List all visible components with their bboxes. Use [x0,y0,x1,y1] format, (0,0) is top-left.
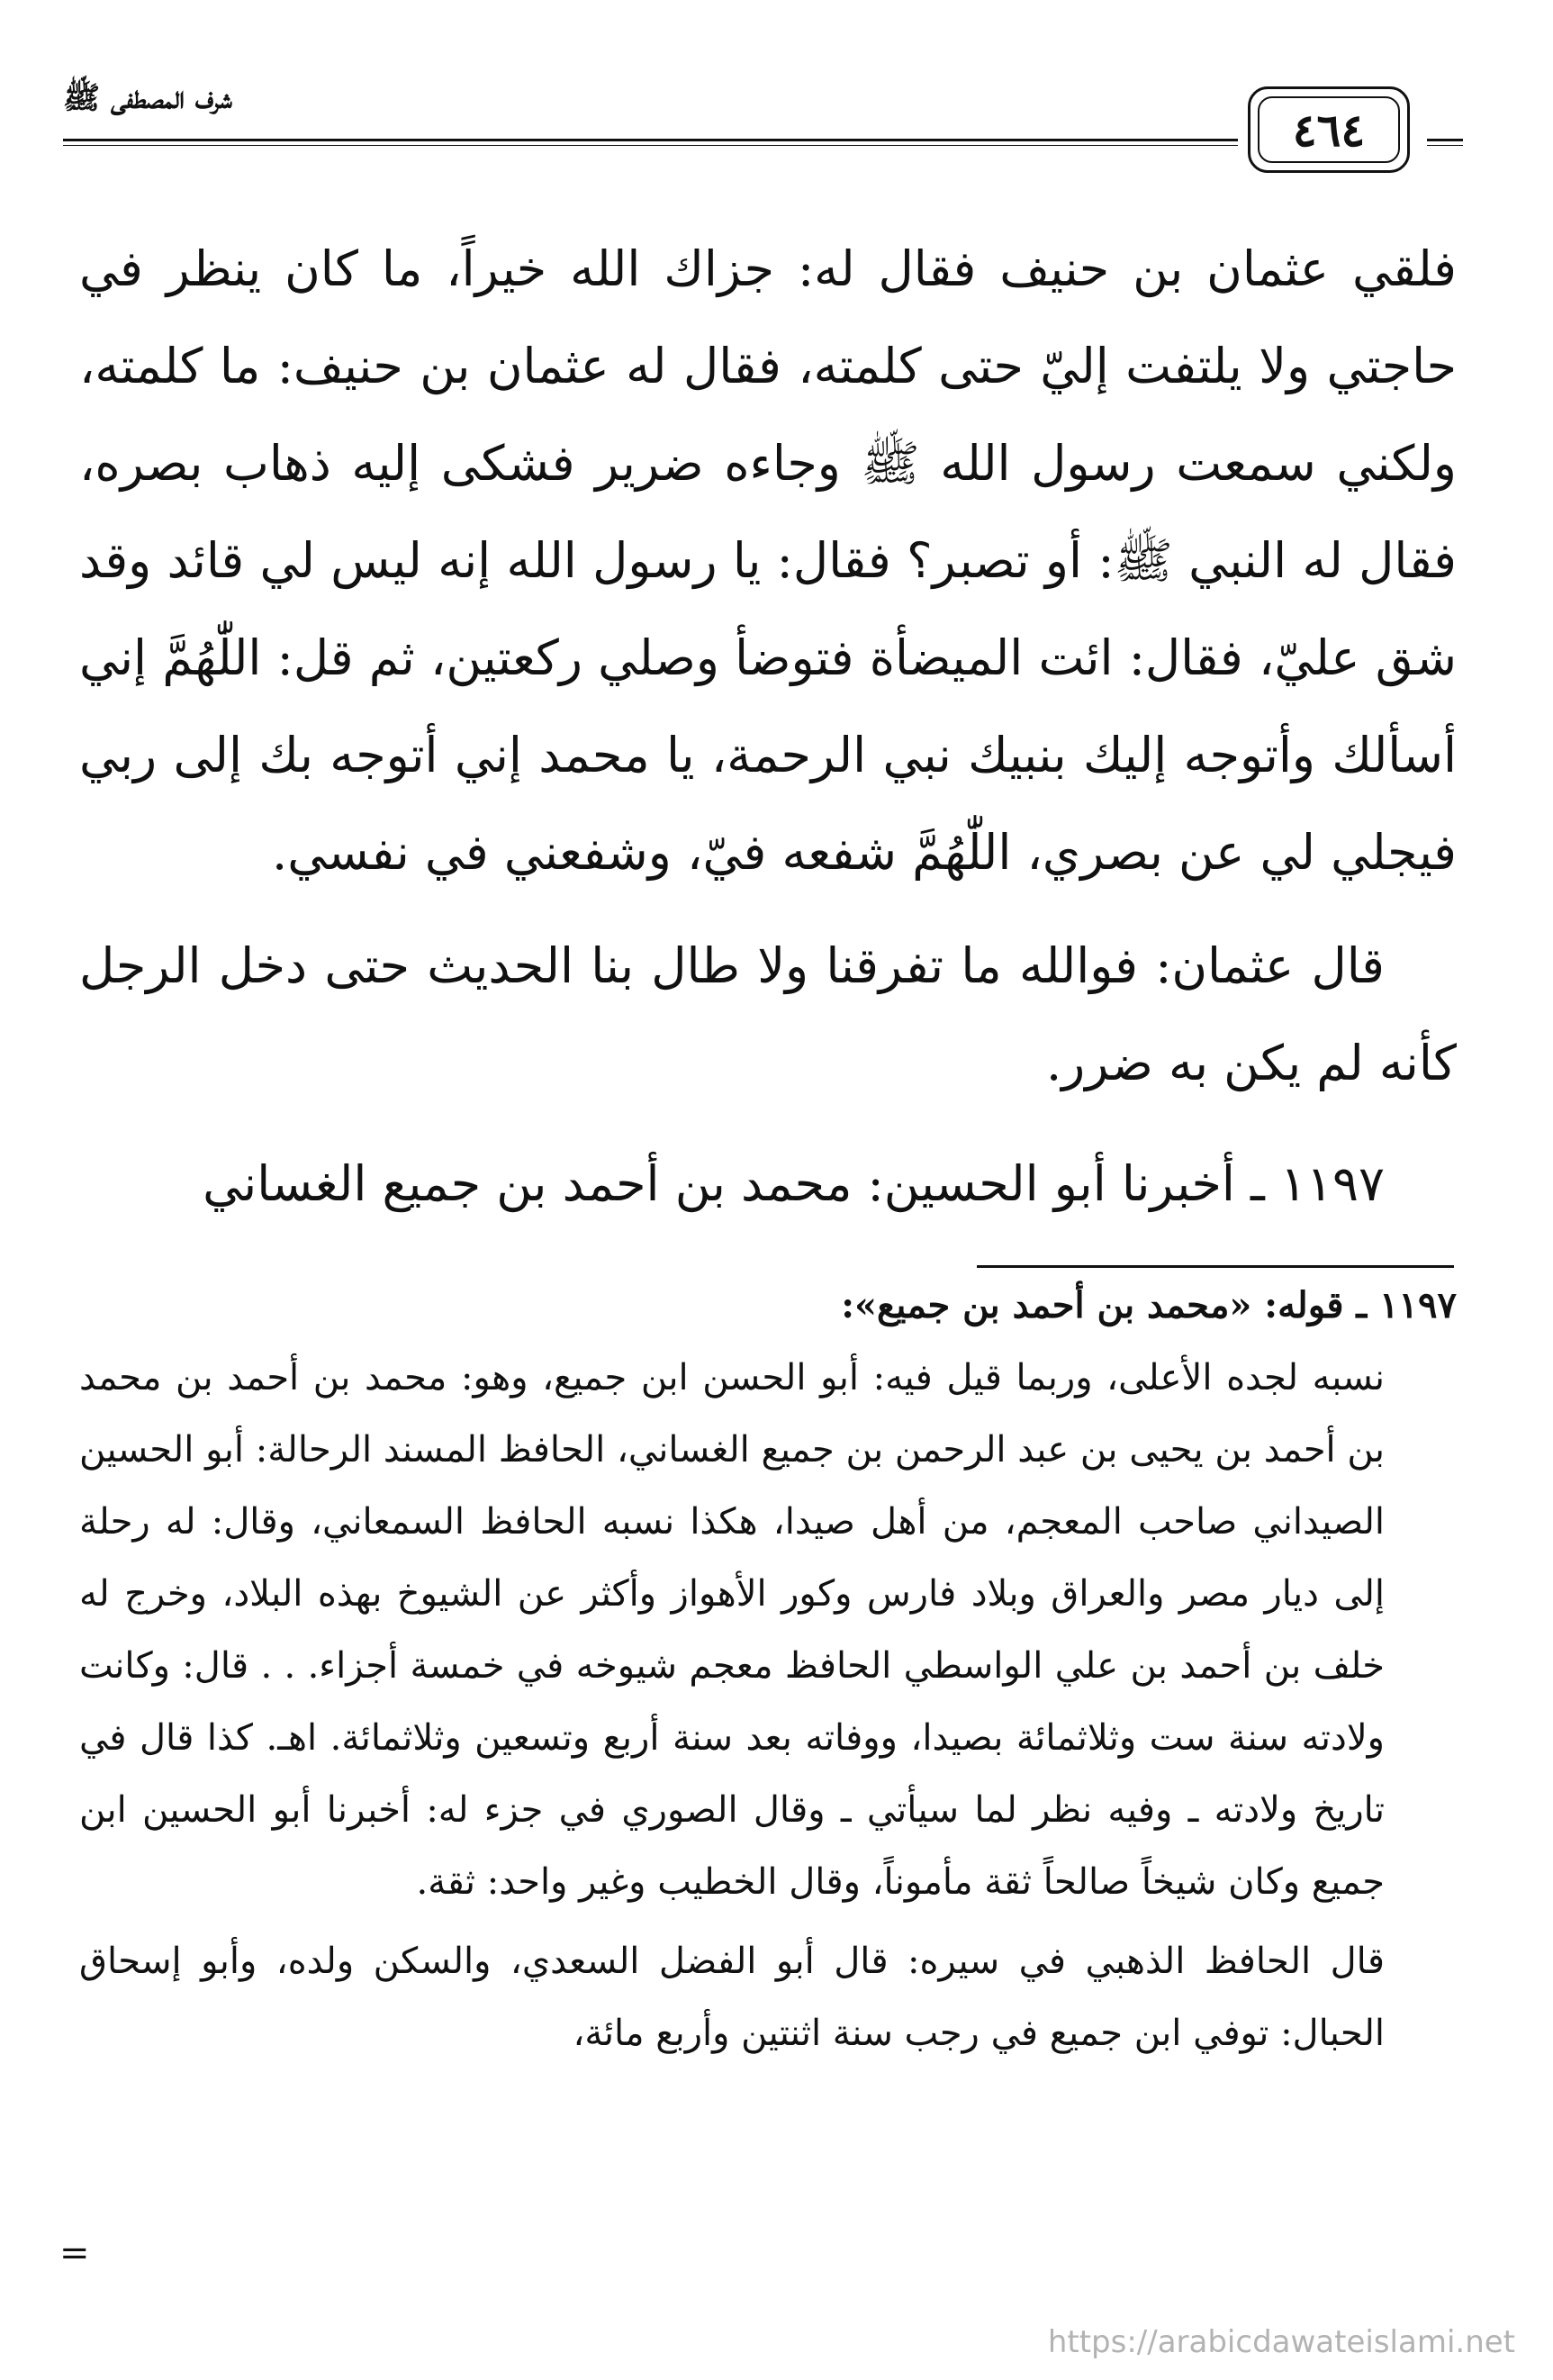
header-rule-left [63,139,1238,146]
book-title: شرف المصطفى ﷺ [63,80,232,116]
watermark: https://arabicdawateislami.net [1047,2324,1515,2360]
header-rule-right [1427,139,1463,146]
main-paragraph: فلقي عثمان بن حنيف فقال له: جزاك الله خيراً، ما كان ينظر في حاجتي ولا يلتفت إليّ حتى كلمته، فقال له عثمان بن حنيف: ما كلمته، ولكني سمعت رسول الله ﷺ وجاءه ضرير فشكى إليه ذهاب بصره، فقال له النبي ﷺ: أو تصبر؟ فقال: يا رسول الله إنه ليس لي قائد وقد شق عليّ، فقال: ائت الميضأة فتوضأ وصلي ركعتين، ثم قل: اللّٰهُمَّ إني أسألك وأتوجه إليك بنبيك نبي الرحمة، يا محمد إني أتوجه بك إلى ربي فيجلي لي عن بصري، اللّٰهُمَّ شفعه فيّ، وشفعني في نفسي. [79,240,1457,881]
footnote-heading: ١١٩٧ ـ قوله: «محمد بن أحمد بن جميع»: [841,1284,1457,1326]
footnotes [79,1270,1457,2069]
footnote-body: نسبه لجده الأعلى، وربما قيل فيه: أبو الحسن ابن جميع، وهو: محمد بن أحمد بن محمد بن أحمد بن يحيى بن عبد الرحمن بن جميع الغساني، الحافظ المسند الرحالة: أبو الحسين الصيداني صاحب المعجم، من أهل صيدا، هكذا نسبه الحافظ السمعاني، وقال: له رحلة إلى ديار مصر والعراق وبلاد فارس وكور الأهواز وأكثر عن الشيوخ بهذه البلاد، وخرج له خلف بن أحمد بن علي الواسطي الحافظ معجم شيوخه في خمسة أجزاء. . . قال: وكانت ولادته سنة ست وثلاثمائة بصيدا، ووفاته بعد سنة أربع وتسعين وثلاثمائة. اهـ. كذا قال في تاريخ ولادته ـ وفيه نظر لما سيأتي ـ وقال الصوري في جزء له: أخبرنا أبو الحسين ابن جميع وكان شيخاً صالحاً ثقة مأموناً، وقال الخطيب وغير واحد: ثقة. [79,1357,1386,1903]
page-number-frame [1248,86,1410,173]
main-paragraph: قال عثمان: فوالله ما تفرقنا ولا طال بنا الحديث حتى دخل الرجل كأنه لم يكن به ضرر. [79,937,1457,1091]
footnote-separator [977,1265,1454,1268]
main-text [79,221,1457,1233]
page-number: ٤٦٤ [1258,96,1400,163]
footnote-body-continued: قال الحافظ الذهبي في سيره: قال أبو الفضل السعدي، والسكن ولده، وأبو إسحاق الحبال: توفي ابن جميع في رجب سنة اثنتين وأربع مائة، [79,1941,1385,2054]
hadith-opening: ١١٩٧ ـ أخبرنا أبو الحسين: محمد بن أحمد بن جميع الغساني [203,1155,1385,1212]
continuation-mark: = [59,2232,90,2274]
page-header [63,63,1463,171]
